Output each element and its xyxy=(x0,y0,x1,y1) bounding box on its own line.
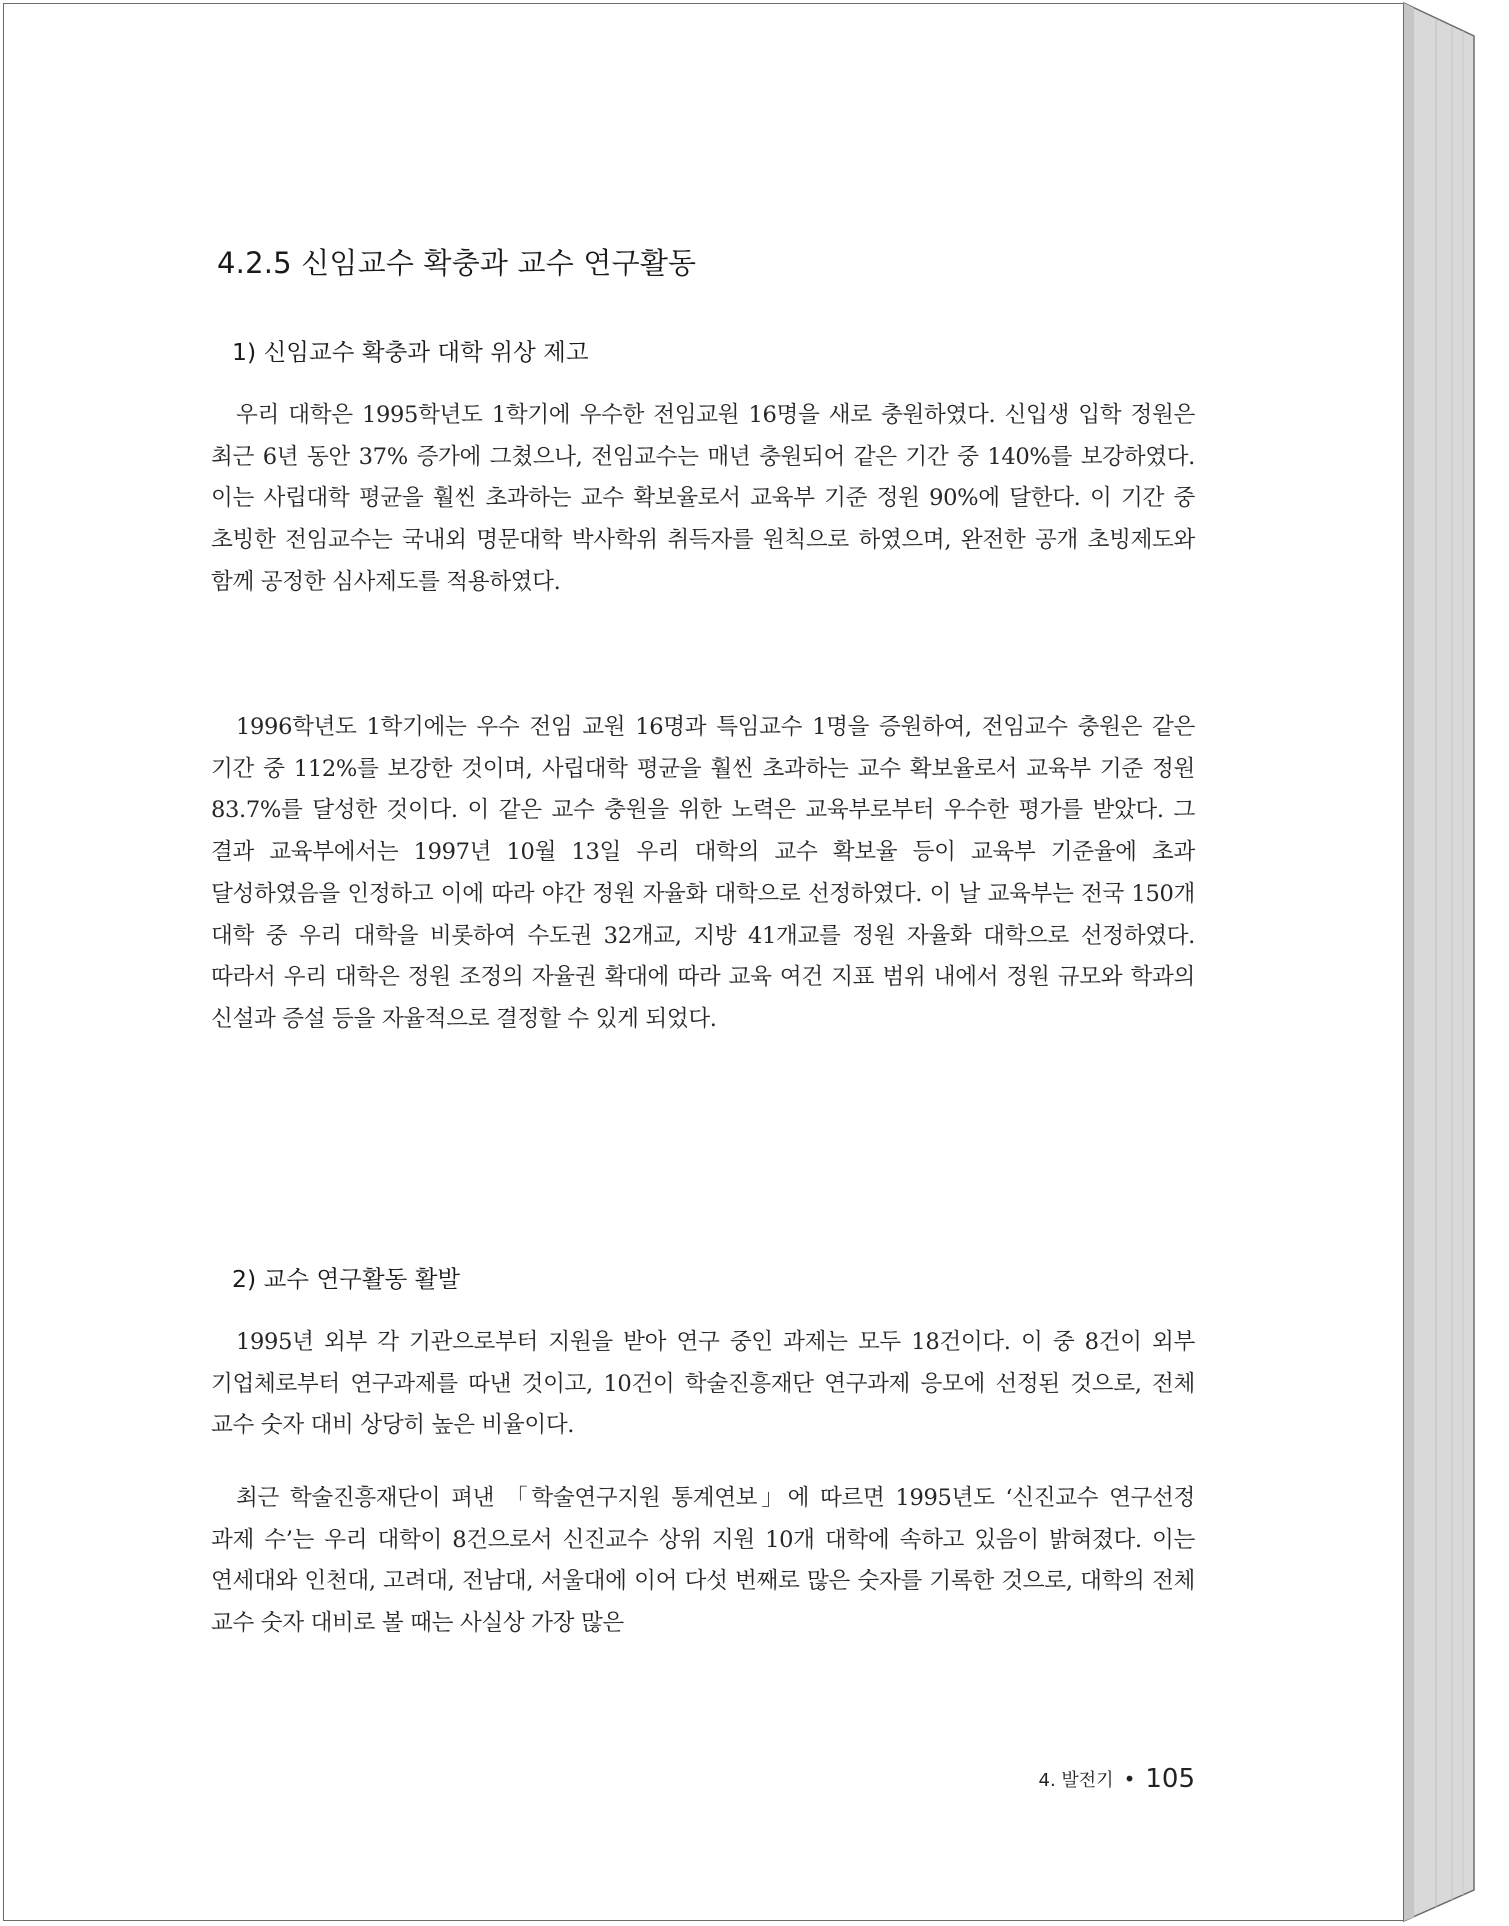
footer-bullet: • xyxy=(1123,1767,1136,1791)
subsection-title-1: 1) 신임교수 확충과 대학 위상 제고 xyxy=(232,338,589,366)
body-paragraph: 1995년 외부 각 기관으로부터 지원을 받아 연구 중인 과제는 모두 18건이다. 이 중 8건이 외부 기업체로부터 연구과제를 따낸 것이고, 10건이 학술진흥재단 연구과제 응모에 선정된 것으로, 전체 교수 숫자 대비 상당히 높은 비율이다. xyxy=(211,1329,1195,1439)
subsection-title-2: 2) 교수 연구활동 활발 xyxy=(232,1265,461,1293)
section-title: 4.2.5 신임교수 확충과 교수 연구활동 xyxy=(217,246,697,280)
body-paragraph: 1996학년도 1학기에는 우수 전임 교원 16명과 특임교수 1명을 증원하여, 전임교수 충원은 같은 기간 중 112%를 보강한 것이며, 사립대학 평균을 훨씬 초과하는 교수 확보율로서 교육부 기준 정원 83.7%를 달성한 것이다. 이 같은 교수 충원을 위한 노력은 교육부로부터 우수한 평가를 받았다. 그 결과 교육부에서는 1997년 10월 13일 우리 대학의 교수 확보율 등이 교육부 기준율에 초과 달성하였음을 인정하고 이에 따라 야간 정원 자율화 대학으로 선정하였다. 이 날 교육부는 전국 150개 대학 중 우리 대학을 비롯하여 수도권 32개교, 지방 41개교를 정원 자율화 대학으로 선정하였다. 따라서 우리 대학은 정원 조정의 자율권 확대에 따라 교육 여건 지표 범위 내에서 정원 규모와 학과의 신설과 증설 등을 자율적으로 결정할 수 있게 되었다. xyxy=(211,714,1195,1032)
footer-chapter: 4. 발전기 xyxy=(1038,1770,1114,1791)
page-footer xyxy=(1039,1764,1196,1794)
body-paragraph: 우리 대학은 1995학년도 1학기에 우수한 전임교원 16명을 새로 충원하였다. 신입생 입학 정원은 최근 6년 동안 37% 증가에 그쳤으나, 전임교수는 매년 충원되어 같은 기간 중 140%를 보강하였다. 이는 사립대학 평균을 훨씬 초과하는 교수 확보율로서 교육부 기준 정원 90%에 달한다. 이 기간 중 초빙한 전임교수는 국내외 명문대학 박사학위 취득자를 원칙으로 하였으며, 완전한 공개 초빙제도와 함께 공정한 심사제도를 적용하였다. xyxy=(211,402,1195,595)
body-paragraph: 최근 학술진흥재단이 펴낸 「학술연구지원 통계연보」에 따르면 1995년도 ‘신진교수 연구선정 과제 수’는 우리 대학이 8건으로서 신진교수 상위 지원 10개 대학에 속하고 있음이 밝혀졌다. 이는 연세대와 인천대, 고려대, 전남대, 서울대에 이어 다섯 번째로 많은 숫자를 기록한 것으로, 대학의 전체 교수 숫자 대비로 볼 때는 사실상 가장 많은 xyxy=(211,1485,1195,1637)
page-number: 105 xyxy=(1145,1764,1195,1794)
